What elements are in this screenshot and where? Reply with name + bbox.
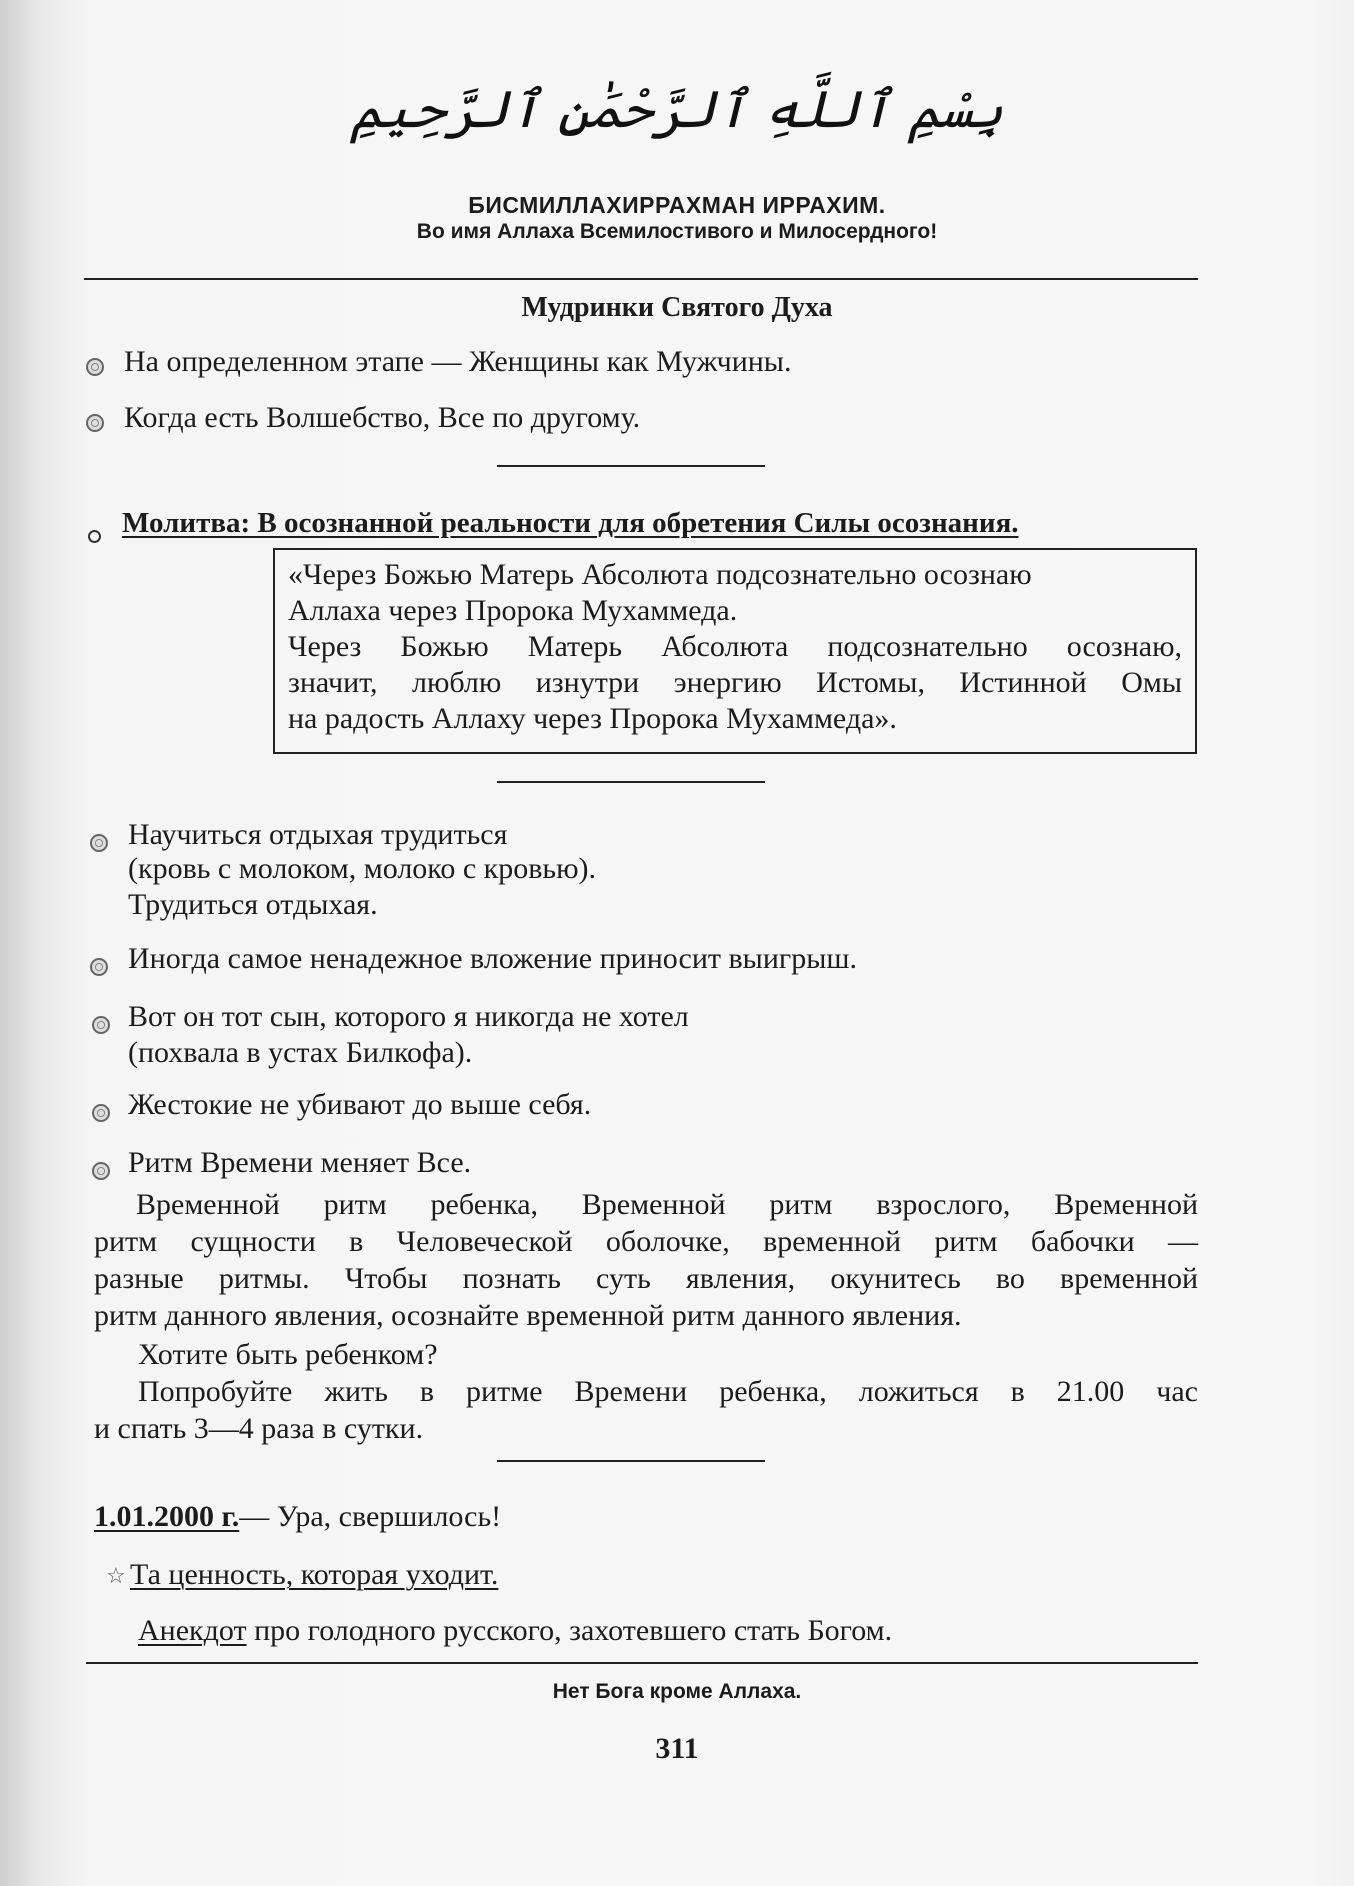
basmala-text: بِسْمِ ٱللَّهِ ٱلرَّحْمَٰنِ ٱلرَّحِيمِ: [350, 79, 1004, 140]
section-divider: [497, 1460, 765, 1462]
saying-women-men: На определенном этапе — Женщины как Мужчины.: [124, 345, 792, 378]
bullet-icon: [92, 1104, 110, 1122]
prayer-line: Через Божью Матерь Абсолюта подсознательно осознаю,: [288, 630, 1182, 663]
section-divider: [497, 781, 765, 783]
bullet-icon: [92, 1162, 110, 1180]
circle-bullet-icon: [88, 530, 101, 543]
bullet-icon: [86, 358, 104, 376]
date-entry: [94, 1500, 501, 1534]
bullet-icon: [90, 958, 108, 976]
bullet-icon: [90, 834, 108, 852]
saying-work-rest: (кровь с молоком, молоко с кровью).: [128, 852, 597, 885]
saying-cruel: Жестокие не убивают до выше себя.: [128, 1088, 592, 1121]
prayer-line: на радость Аллаху через Пророка Мухаммеда».: [288, 702, 897, 735]
section-heading: Мудринки Святого Духа: [521, 292, 833, 323]
anecdote-text: про голодного русского, захотевшего стать Богом.: [246, 1614, 893, 1647]
prayer-line: Аллаха через Пророка Мухаммеда.: [288, 594, 738, 627]
prayer-heading: Молитва: В осознанной реальности для обретения Силы осознания.: [122, 507, 1019, 539]
header-rule: [84, 278, 1198, 280]
prayer-line: «Через Божью Матерь Абсолюта подсознательно осознаю: [288, 558, 1032, 591]
bullet-icon: [92, 1016, 110, 1034]
anecdote-word: Анекдот: [138, 1614, 247, 1647]
anecdote: [138, 1614, 892, 1648]
header-subtitle: Во имя Аллаха Всемилостивого и Милосердного!: [416, 220, 938, 243]
section-divider: [497, 465, 765, 467]
saying-investment: Иногда самое ненадежное вложение приносит выигрыш.: [128, 942, 857, 975]
value-item: Та ценность, которая уходит.: [130, 1558, 499, 1591]
child-advice-line: Попробуйте жить в ритме Времени ребенка, ложиться в 21.00 час: [138, 1375, 1198, 1408]
page-number: 311: [655, 1732, 699, 1765]
date-entry-text: — Ура, свершилось!: [239, 1500, 502, 1533]
rhythm-paragraph-line: Временной ритм ребенка, Временной ритм взрослого, Временной: [136, 1188, 1198, 1221]
rhythm-paragraph-line: ритм данного явления, осознайте временной ритм данного явления.: [94, 1299, 962, 1332]
prayer-line: значит, люблю изнутри энергию Истомы, Истинной Омы: [288, 666, 1182, 699]
header-title: БИСМИЛЛАХИРРАХМАН ИРРАХИМ.: [468, 192, 886, 218]
saying-son: (похвала в устах Билкофа).: [128, 1036, 473, 1069]
child-advice-line: и спать 3—4 раза в сутки.: [94, 1412, 424, 1445]
saying-work-rest: Научиться отдыхая трудиться: [128, 818, 508, 851]
star-icon: ☆: [106, 1564, 126, 1589]
footer-motto: Нет Бога кроме Аллаха.: [552, 1680, 802, 1703]
basmala-calligraphy: [0, 78, 1354, 141]
footer-rule: [86, 1662, 1198, 1664]
saying-work-rest: Трудиться отдыхая.: [128, 888, 378, 921]
child-question: Хотите быть ребенком?: [138, 1338, 438, 1371]
saying-rhythm: Ритм Времени меняет Все.: [128, 1146, 472, 1179]
rhythm-paragraph-line: разные ритмы. Чтобы познать суть явления, окунитесь во временной: [94, 1262, 1198, 1295]
date-entry-date: 1.01.2000 г.: [94, 1500, 240, 1533]
rhythm-paragraph-line: ритм сущности в Человеческой оболочке, временной ритм бабочки —: [94, 1225, 1198, 1258]
saying-son: Вот он тот сын, которого я никогда не хотел: [128, 1000, 689, 1033]
prayer-box: [273, 548, 1197, 754]
saying-magic: Когда есть Волшебство, Все по другому.: [124, 401, 641, 434]
bullet-icon: [86, 414, 104, 432]
